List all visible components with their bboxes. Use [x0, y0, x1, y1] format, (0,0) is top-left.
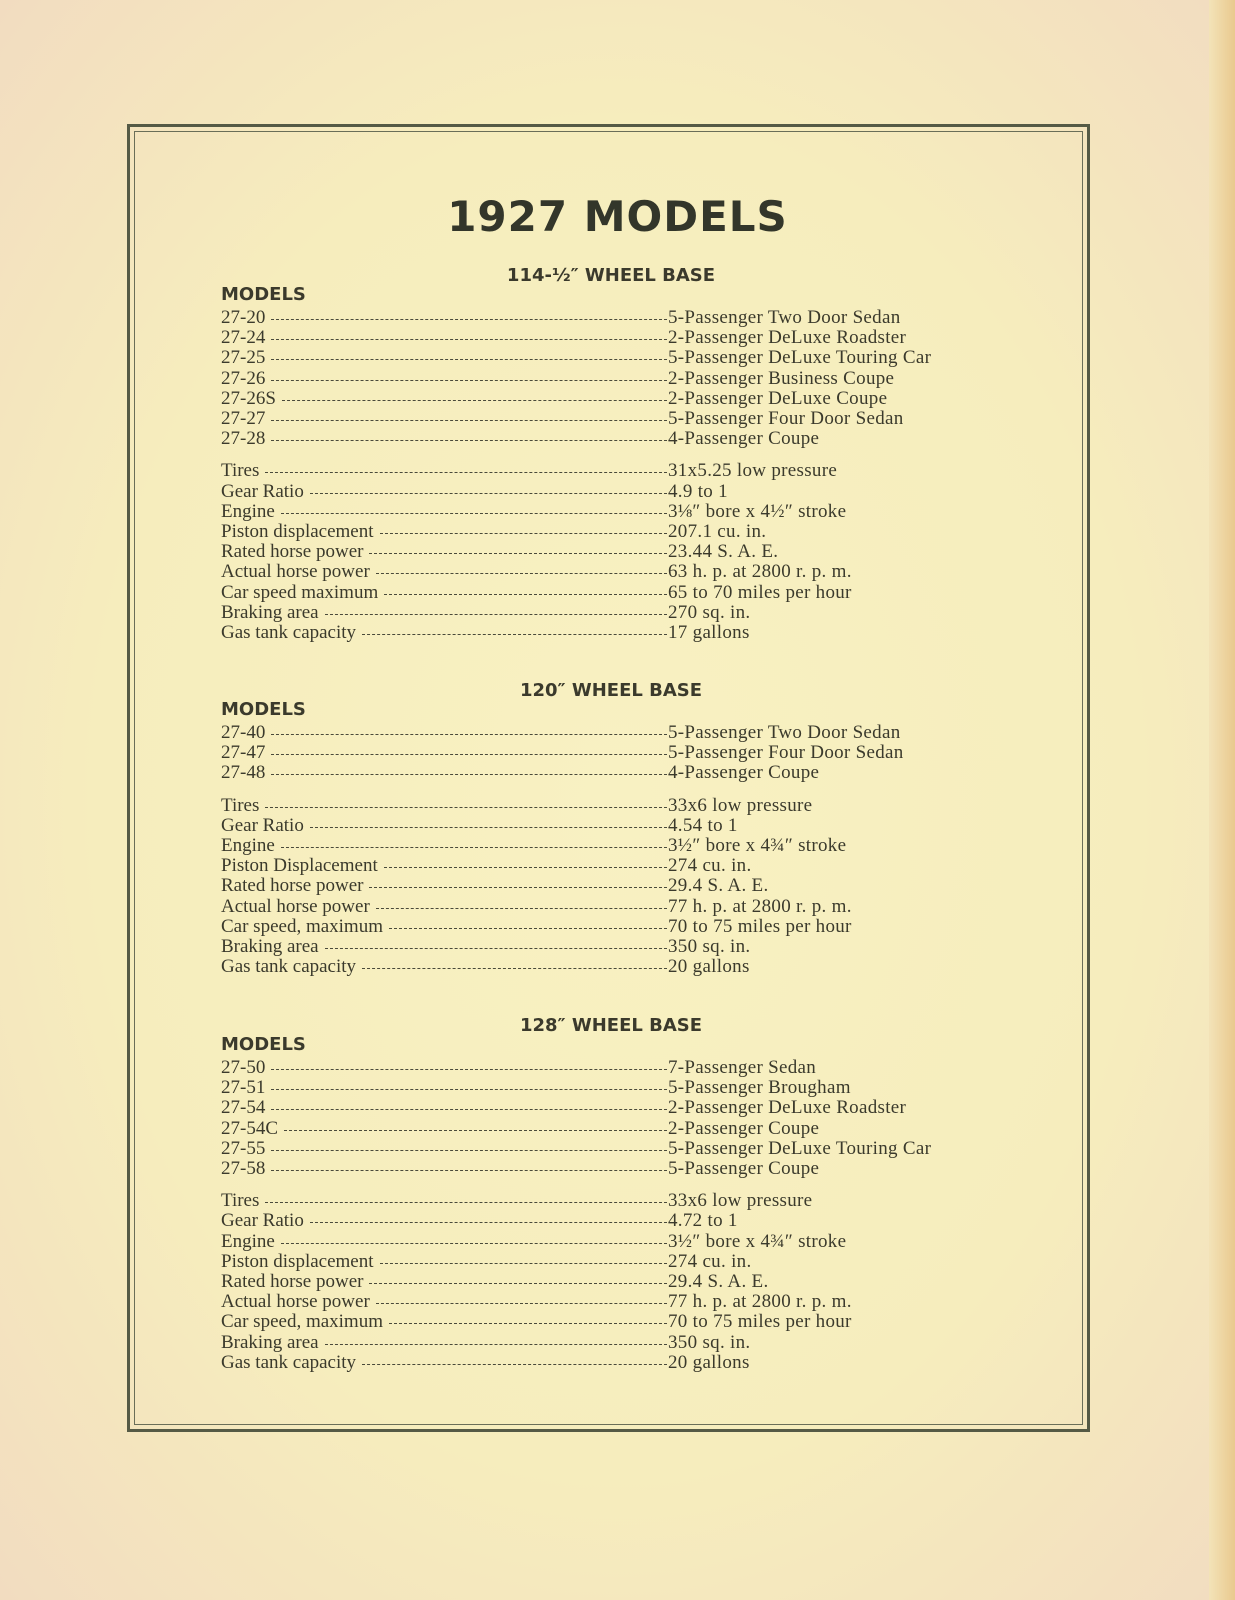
spec-label: Tires [221, 460, 260, 482]
spec-label: Actual horse power [221, 895, 370, 917]
dotted-leader [271, 774, 667, 775]
spec-row [221, 502, 1011, 522]
dotted-leader [310, 1222, 667, 1223]
spacer [221, 449, 1011, 461]
spec-label: Braking area [221, 601, 319, 623]
row-label-group [221, 348, 668, 368]
row-label-group [221, 429, 668, 449]
dotted-leader [384, 594, 667, 595]
model-code: 27-27 [221, 408, 266, 430]
model-description: 5-Passenger Brougham [668, 1077, 851, 1099]
spec-row [221, 482, 1011, 502]
spec-value: 33x6 low pressure [668, 794, 813, 816]
row-label-group [221, 836, 668, 856]
model-description: 5-Passenger Two Door Sedan [668, 307, 901, 328]
row-label-group [221, 723, 668, 743]
model-row [221, 1098, 1011, 1118]
model-code: 27-25 [221, 347, 266, 369]
model-code: 27-50 [221, 1057, 266, 1078]
dotted-leader [271, 380, 667, 381]
row-label-group [221, 1292, 668, 1312]
spec-row [221, 542, 1011, 562]
spec-value: 31x5.25 low pressure [668, 460, 838, 482]
spec-value: 4.54 to 1 [668, 814, 738, 836]
dotted-leader [281, 513, 667, 514]
model-description: 4-Passenger Coupe [668, 762, 820, 784]
spec-value: 274 cu. in. [668, 1250, 752, 1272]
spec-value: 3½″ bore x 4¾″ stroke [668, 835, 847, 857]
row-label-group [221, 1159, 668, 1179]
spec-label: Car speed maximum [221, 581, 379, 603]
spec-row [221, 623, 1011, 643]
spec-label: Actual horse power [221, 1291, 370, 1313]
spec-value: 77 h. p. at 2800 r. p. m. [668, 895, 852, 917]
dotted-leader [265, 807, 667, 808]
row-label-group [221, 917, 668, 937]
model-code: 27-55 [221, 1137, 266, 1159]
model-row [221, 369, 1011, 389]
spec-value: 70 to 75 miles per hour [668, 1311, 852, 1333]
spec-label: Piston displacement [221, 521, 374, 543]
row-label-group [221, 328, 668, 348]
dotted-leader [380, 1263, 667, 1264]
dotted-leader [376, 1303, 667, 1304]
dotted-leader [271, 319, 667, 320]
model-description: 5-Passenger Four Door Sedan [668, 742, 904, 764]
model-row [221, 389, 1011, 409]
row-label-group [221, 562, 668, 582]
model-row [221, 1159, 1011, 1179]
dotted-leader [284, 1130, 667, 1131]
spec-label: Rated horse power [221, 875, 364, 897]
spec-row [221, 1333, 1011, 1353]
row-label-group [221, 389, 668, 409]
wheel-base-heading: 114-½″ WHEEL BASE [506, 265, 716, 286]
spec-label: Engine [221, 1230, 275, 1252]
spec-label: Engine [221, 500, 275, 522]
spec-label: Braking area [221, 1331, 319, 1353]
spec-row [221, 1272, 1011, 1292]
row-label-group [221, 308, 668, 328]
spec-row [221, 1211, 1011, 1231]
spec-label: Gas tank capacity [221, 956, 357, 978]
model-row [221, 429, 1011, 449]
spec-label: Gas tank capacity [221, 1351, 357, 1373]
row-label-group [221, 957, 668, 977]
section-120-wheel-base [221, 681, 1011, 977]
model-description: 2-Passenger DeLuxe Coupe [668, 387, 888, 409]
model-description: 4-Passenger Coupe [668, 428, 820, 450]
spec-value: 33x6 low pressure [668, 1190, 813, 1212]
model-row [221, 1078, 1011, 1098]
spec-label: Car speed, maximum [221, 1311, 383, 1333]
row-label-group [221, 482, 668, 502]
wheel-base-heading: 128″ WHEEL BASE [519, 1015, 703, 1036]
spec-value: 70 to 75 miles per hour [668, 915, 852, 937]
models-label: MODELS [221, 699, 306, 720]
row-label-group [221, 1191, 668, 1211]
model-code: 27-54C [221, 1117, 278, 1139]
model-row [221, 1119, 1011, 1139]
model-description: 2-Passenger DeLuxe Roadster [668, 327, 907, 349]
dotted-leader [265, 1202, 667, 1203]
row-label-group [221, 461, 668, 481]
dotted-leader [376, 573, 667, 574]
model-code: 27-28 [221, 428, 266, 450]
spec-label: Gear Ratio [221, 480, 304, 502]
dotted-leader [380, 533, 667, 534]
model-code: 27-26S [221, 387, 276, 409]
model-code: 27-26 [221, 367, 266, 389]
row-label-group [221, 856, 668, 876]
spec-row [221, 522, 1011, 542]
spec-row [221, 836, 1011, 856]
models-label: MODELS [221, 1034, 306, 1055]
spec-row [221, 796, 1011, 816]
spec-label: Gear Ratio [221, 1210, 304, 1232]
row-label-group [221, 603, 668, 623]
model-code: 27-24 [221, 327, 266, 349]
dotted-leader [271, 440, 667, 441]
spec-row [221, 461, 1011, 481]
spec-value: 77 h. p. at 2800 r. p. m. [668, 1291, 852, 1313]
model-code: 27-51 [221, 1077, 266, 1099]
dotted-leader [271, 339, 667, 340]
dotted-leader [369, 553, 667, 554]
row-label-group [221, 409, 668, 429]
dotted-leader [362, 968, 667, 969]
model-description: 5-Passenger Two Door Sedan [668, 722, 901, 743]
spec-value: 29.4 S. A. E. [668, 875, 769, 897]
dotted-leader [271, 1069, 667, 1070]
spec-row [221, 957, 1011, 977]
dotted-leader [384, 867, 667, 868]
spec-value: 23.44 S. A. E. [668, 541, 779, 563]
spacer [221, 784, 1011, 796]
spec-value: 20 gallons [668, 1351, 750, 1373]
spec-label: Tires [221, 794, 260, 816]
row-label-group [221, 1119, 668, 1139]
spec-value: 4.72 to 1 [668, 1210, 738, 1232]
spec-value: 350 sq. in. [668, 936, 751, 958]
model-description: 2-Passenger Business Coupe [668, 367, 895, 389]
model-code: 27-40 [221, 722, 266, 743]
model-code: 27-54 [221, 1097, 266, 1119]
spec-value: 274 cu. in. [668, 855, 752, 877]
model-code: 27-48 [221, 762, 266, 784]
spec-row [221, 816, 1011, 836]
row-label-group [221, 1353, 668, 1373]
row-label-group [221, 1139, 668, 1159]
row-label-group [221, 816, 668, 836]
model-code: 27-58 [221, 1158, 266, 1180]
models-label: MODELS [221, 284, 306, 305]
model-description: 2-Passenger Coupe [668, 1117, 820, 1139]
dotted-leader [369, 887, 667, 888]
page-title: 1927 MODELS [447, 192, 788, 241]
row-label-group [221, 583, 668, 603]
dotted-leader [362, 634, 667, 635]
row-label-group [221, 1252, 668, 1272]
spec-row [221, 1232, 1011, 1252]
spec-label: Gear Ratio [221, 814, 304, 836]
dotted-leader [362, 1364, 667, 1365]
spec-label: Engine [221, 835, 275, 857]
dotted-leader [271, 1150, 667, 1151]
row-label-group [221, 876, 668, 896]
dotted-leader [271, 734, 667, 735]
model-description: 5-Passenger DeLuxe Touring Car [668, 347, 932, 369]
spacer [221, 1179, 1011, 1191]
dotted-leader [310, 827, 667, 828]
spec-label: Gas tank capacity [221, 622, 357, 644]
spec-value: 207.1 cu. in. [668, 521, 767, 543]
spec-row [221, 876, 1011, 896]
spec-row [221, 603, 1011, 623]
spec-row [221, 1191, 1011, 1211]
spec-row [221, 583, 1011, 603]
row-label-group [221, 1232, 668, 1252]
row-label-group [221, 522, 668, 542]
dotted-leader [271, 754, 667, 755]
spec-value: 350 sq. in. [668, 1331, 751, 1353]
spec-label: Rated horse power [221, 1271, 364, 1293]
spec-row [221, 856, 1011, 876]
row-label-group [221, 1058, 668, 1078]
dotted-leader [325, 1344, 667, 1345]
model-code: 27-20 [221, 307, 266, 328]
model-row [221, 723, 1011, 743]
spec-row [221, 1312, 1011, 1332]
row-label-group [221, 1078, 668, 1098]
spec-value: 3⅛″ bore x 4½″ stroke [668, 500, 847, 522]
spec-value: 65 to 70 miles per hour [668, 581, 852, 603]
dotted-leader [389, 928, 667, 929]
spec-value: 29.4 S. A. E. [668, 1271, 769, 1293]
model-row [221, 328, 1011, 348]
model-row [221, 409, 1011, 429]
spec-label: Car speed, maximum [221, 915, 383, 937]
dotted-leader [271, 359, 667, 360]
dotted-leader [281, 1243, 667, 1244]
row-label-group [221, 897, 668, 917]
row-label-group [221, 1211, 668, 1231]
spec-value: 3½″ bore x 4¾″ stroke [668, 1230, 847, 1252]
section-114-wheel-base [221, 266, 1011, 643]
spec-value: 4.9 to 1 [668, 480, 728, 502]
spec-value: 270 sq. in. [668, 601, 751, 623]
row-label-group [221, 369, 668, 389]
spec-label: Braking area [221, 936, 319, 958]
spec-row [221, 562, 1011, 582]
model-description: 7-Passenger Sedan [668, 1057, 817, 1078]
model-row [221, 1058, 1011, 1078]
model-row [221, 743, 1011, 763]
dotted-leader [265, 472, 667, 473]
spec-label: Piston displacement [221, 1250, 374, 1272]
dotted-leader [271, 1170, 667, 1171]
spec-label: Rated horse power [221, 541, 364, 563]
row-label-group [221, 542, 668, 562]
section-128-wheel-base [221, 1016, 1011, 1373]
model-row [221, 1139, 1011, 1159]
spec-row [221, 1292, 1011, 1312]
wheel-base-heading: 120″ WHEEL BASE [519, 680, 703, 701]
row-label-group [221, 763, 668, 783]
dotted-leader [281, 847, 667, 848]
dotted-leader [282, 400, 667, 401]
row-label-group [221, 743, 668, 763]
dotted-leader [325, 948, 667, 949]
row-label-group [221, 1333, 668, 1353]
spec-value: 17 gallons [668, 622, 750, 644]
spec-value: 20 gallons [668, 956, 750, 978]
model-description: 5-Passenger Four Door Sedan [668, 408, 904, 430]
model-description: 2-Passenger DeLuxe Roadster [668, 1097, 907, 1119]
row-label-group [221, 1312, 668, 1332]
dotted-leader [369, 1283, 667, 1284]
spec-row [221, 937, 1011, 957]
dotted-leader [271, 420, 667, 421]
dotted-leader [389, 1323, 667, 1324]
row-label-group [221, 623, 668, 643]
dotted-leader [271, 1109, 667, 1110]
model-code: 27-47 [221, 742, 266, 764]
row-label-group [221, 796, 668, 816]
row-label-group [221, 1098, 668, 1118]
model-description: 5-Passenger Coupe [668, 1158, 820, 1180]
dotted-leader [310, 493, 667, 494]
spec-row [221, 917, 1011, 937]
spec-value: 63 h. p. at 2800 r. p. m. [668, 561, 852, 583]
dotted-leader [271, 1089, 667, 1090]
model-row [221, 763, 1011, 783]
model-row [221, 308, 1011, 328]
row-label-group [221, 937, 668, 957]
spec-row [221, 1252, 1011, 1272]
spec-row [221, 1353, 1011, 1373]
model-row [221, 348, 1011, 368]
row-label-group [221, 502, 668, 522]
dotted-leader [376, 908, 667, 909]
spec-row [221, 897, 1011, 917]
dotted-leader [325, 614, 667, 615]
model-description: 5-Passenger DeLuxe Touring Car [668, 1137, 932, 1159]
spec-label: Piston Displacement [221, 855, 378, 877]
row-label-group [221, 1272, 668, 1292]
spec-label: Actual horse power [221, 561, 370, 583]
spec-label: Tires [221, 1190, 260, 1212]
